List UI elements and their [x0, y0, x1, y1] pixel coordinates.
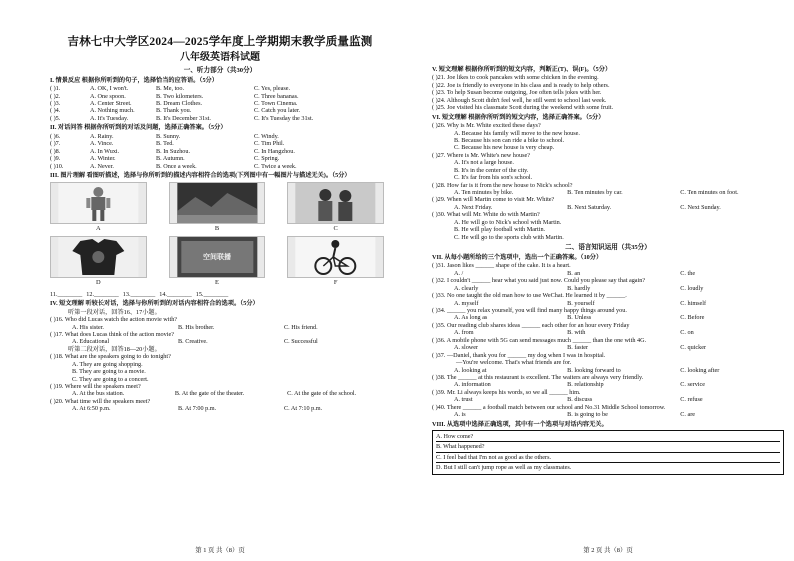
question-35-options: A. from B. with C. on: [454, 329, 694, 337]
question-row: ( )4. A. Nothing much. B. Thank you. C. Catch you later.: [50, 107, 301, 115]
page-2-footer: 第 2 页 共（8）页: [583, 547, 633, 555]
section-1-instruction: I. 情景反应 根据你所听到的句子，选择恰当的应答语。（5分）: [50, 76, 218, 84]
question-36-options: A. slower B. faster C. quicker: [454, 344, 707, 352]
picture-c: C: [287, 182, 384, 233]
left-column: [50, 0, 390, 561]
question-38: ( )38. The ______ at this restaurant is excellent. The waiters are always very friendly.: [432, 373, 644, 381]
question-20: ( )20. What time will the speakers meet?: [50, 397, 151, 405]
question-16: ( )16. Who did Lucas watch the action movie with?: [50, 316, 178, 324]
statement-23: ( )23. To help Susan become outgoing, Joe often tells jokes with her.: [432, 89, 602, 97]
question-40: ( )40. There ______ a football match between our school and No.31 Middle School tomorrow.: [432, 403, 666, 411]
question-17: ( )17. What does Lucas think of the action movie?: [50, 330, 174, 338]
exam-title: 吉林七中大学区2024—2025学年度上学期期末教学质量监测: [67, 36, 373, 48]
question-37: ( )37. —Daniel, thank you for ______ my dog when I was in hospital.: [432, 351, 606, 359]
question-30-options: A. He will go to Nick's school with Martin. B. He will play football with Martin. C. He will go to the sports club with Martin.: [454, 218, 564, 241]
box-option-a: A. How come?: [436, 432, 780, 442]
question-38-options: A. information B. relationship C. service: [454, 381, 706, 389]
box-option-b: B. What happened?: [436, 442, 780, 452]
question-27-options: A. It's not a large house. B. It's in the center of the city. C. It's far from his son's school.: [454, 159, 533, 182]
robot-picture: [50, 182, 147, 224]
question-18: ( )18. What are the speakers going to do tonight?: [50, 353, 171, 361]
question-32: ( )32. I couldn't ______ hear what you said just now. Could you please say that again?: [432, 277, 646, 285]
question-28-options: A. Ten minutes by bike. B. Ten minutes by car. C. Ten minutes on foot.: [454, 189, 739, 196]
bicycle-icon: [288, 237, 383, 277]
picture-b: B: [169, 182, 266, 233]
section-1-list: [50, 85, 390, 122]
box-option-c: C. I feel bad that I'm not as good as the others.: [436, 453, 780, 463]
answer-blanks: [50, 291, 390, 298]
section-5-instruction: V. 短文理解 根据你所听到的短文内容，判断正(T)、误(F)。（5分）: [432, 66, 612, 73]
section-2-list: [50, 133, 390, 170]
question-39: ( )39. Mr. Li always keeps his words, so we all ______ him.: [432, 388, 581, 396]
page-1-footer: 第 1 页 共（8）页: [195, 547, 245, 555]
question-19: ( )19. Where will the speakers meet?: [50, 383, 141, 391]
section-6-instruction: VI. 短文理解 根据你所听到的短文内容，选择正确答案。（5分）: [432, 113, 605, 121]
section-2-instruction: II. 对话问答 根据你所听到的对话及问题，选择正确答案。（5分）: [50, 124, 227, 132]
question-18-options: A. They are going shopping. B. They are going to a movie. C. They are going to a concert.: [72, 360, 149, 383]
blank-12[interactable]: 12.________: [86, 290, 119, 298]
question-26-options: A. Because his family will move to the new house. B. Because his son can ride a bike to school. C. Because his new house is very cheap.: [454, 129, 580, 152]
question-row: ( )6. A. Rainy. B. Sunny. C. Windy.: [50, 132, 279, 140]
question-34: ( )34. ______ you relax yourself, you will find many happy things around you.: [432, 307, 627, 315]
question-32-options: A. clearly B. hardly C. loudly: [454, 284, 704, 292]
question-34-options: A. As long as B. Unless C. Before: [454, 314, 705, 322]
picture-f: F: [287, 236, 384, 287]
statement-24: ( )24. Although Scott didn't feel well, he still went to school last week.: [432, 96, 607, 104]
picture-a: A: [50, 182, 147, 233]
question-16-options: A. His sister. B. His brother. C. His friend.: [72, 323, 318, 331]
listening-section-title: 一、听力部分（共30分）: [183, 66, 257, 74]
question-row: ( )5. A. It's Tuesday. B. It's December 31st. C. It's Tuesday the 31st.: [50, 114, 314, 122]
question-row: ( )7. A. Vince. B. Ted. C. Tim Phil.: [50, 140, 285, 148]
section-4-instruction: IV. 短文理解 听较长对话，选择与你所听到的对话内容相符合的选项。（5分）: [50, 300, 259, 308]
question-33-options: A. myself B. yourself C. himself: [454, 299, 707, 307]
question-20-options: A. At 6:50 p.m. B. At 7:00 p.m. C. At 7:10 p.m.: [72, 405, 323, 413]
question-36: ( )36. A mobile phone with 5G can send messages much ______ than the one with 4G.: [432, 336, 647, 344]
statement-22: ( )22. Joe is friendly to everyone in his class and is ready to help others.: [432, 81, 610, 89]
people-icon: [288, 183, 383, 223]
part-2-note: 听第二段对话，回答18—20小题。: [68, 345, 161, 353]
question-row: ( )10. A. Never. B. Once a week. C. Twice a week.: [50, 162, 297, 170]
question-31-options: A. / B. an C. the: [454, 269, 696, 277]
tshirt-icon: [51, 237, 146, 277]
picture-watermark: 空间联播: [202, 252, 231, 261]
language-section-title: 二、语言知识运用（共35分）: [565, 244, 651, 252]
question-40-options: A. is B. is going to be C. are: [454, 411, 696, 419]
question-row: ( )8. A. In Wuxi. B. In Suzhou. C. In Hangzhou.: [50, 147, 295, 155]
exam-subtitle: 八年级英语科试题: [180, 51, 260, 63]
question-28: ( )28. How far is it from the new house to Nick's school?: [432, 181, 573, 189]
question-35: ( )35. Our reading club shares ideas ______ each other for an hour every Friday: [432, 321, 630, 329]
picture-e: 空间联播 E: [169, 236, 266, 287]
cyclist-picture: [287, 236, 384, 278]
tshirt-picture: [50, 236, 147, 278]
question-31: ( )31. Jason likes ______ shape of the cake. It is a heart.: [432, 262, 571, 270]
question-17-options: A. Educational B. Creative. C. Successful: [72, 338, 318, 346]
right-column: [432, 0, 784, 561]
picture-d: D: [50, 236, 147, 287]
question-29-options: A. Next Friday. B. Next Saturday. C. Next Sunday.: [454, 203, 721, 211]
statement-25: ( )25. Joe visited his classmate Scott during the weekend with some fruit.: [432, 104, 614, 112]
question-row: ( )2. A. One spoon. B. Two kilometers. C. Three bananas.: [50, 92, 299, 100]
landscape-picture: [169, 182, 266, 224]
section-8-instruction: VIII. 从选项中选择正确选项，其中有一个选项与对话内容无关。: [432, 420, 608, 428]
question-29: ( )29. When will Martin come to visit Mr. White?: [432, 196, 555, 204]
question-row: ( )3. A. Center Street. B. Dream Clothes. C. Town Cinema.: [50, 100, 298, 108]
landscape-icon: [170, 183, 265, 223]
question-39-options: A. trust B. discuss C. refuse: [454, 396, 703, 404]
two-girls-picture: [287, 182, 384, 224]
question-37-options: A. looking at B. looking forward to C. looking after: [454, 366, 720, 374]
picture-grid: [50, 182, 384, 286]
section-3-instruction: III. 图片理解 看图听描述，选择与你所听到的描述内容相符合的选项(下列图中有一幅图片与描述无关)。（5分）: [50, 171, 351, 179]
blank-15[interactable]: 15.________: [195, 290, 229, 298]
blank-14[interactable]: 14.________: [159, 290, 192, 298]
question-19-options: A. At the bus station. B. At the gate of the theater. C. At the gate of the school.: [72, 390, 357, 398]
question-33: ( )33. No one taught the old man how to use WeChat. He learned it by ______.: [432, 292, 627, 300]
question-row: ( )1. A. OK, I won't. B. Me, too. C. Yes, please.: [50, 85, 291, 93]
screen-picture: [169, 236, 266, 278]
box-option-d: D. But I still can't jump rope as well as my classmates.: [436, 464, 572, 472]
question-row: ( )9. A. Winter. B. Autumn. C. Spring.: [50, 155, 280, 163]
blank-13[interactable]: 13.________: [122, 290, 156, 298]
question-26: ( )26. Why is Mr. White excited these days?: [432, 122, 541, 130]
question-27: ( )27. Where is Mr. White's new house?: [432, 151, 530, 159]
statement-21: ( )21. Joe likes to cook pancakes with some chicken in the evening.: [432, 74, 599, 82]
robot-icon: [51, 183, 146, 223]
options-box: [432, 430, 784, 475]
part-1-note: 听第一段对话，回答16、17小题。: [68, 308, 161, 316]
section-7-instruction: VII. 从每小题所给的三个选项中，选出一个正确答案。（10分）: [432, 253, 603, 261]
question-37-reply: —You're welcome. That's what friends are for.: [456, 359, 572, 367]
blank-11[interactable]: 11.________: [50, 290, 83, 298]
question-30: ( )30. What will Mr. White do with Martin?: [432, 211, 540, 219]
